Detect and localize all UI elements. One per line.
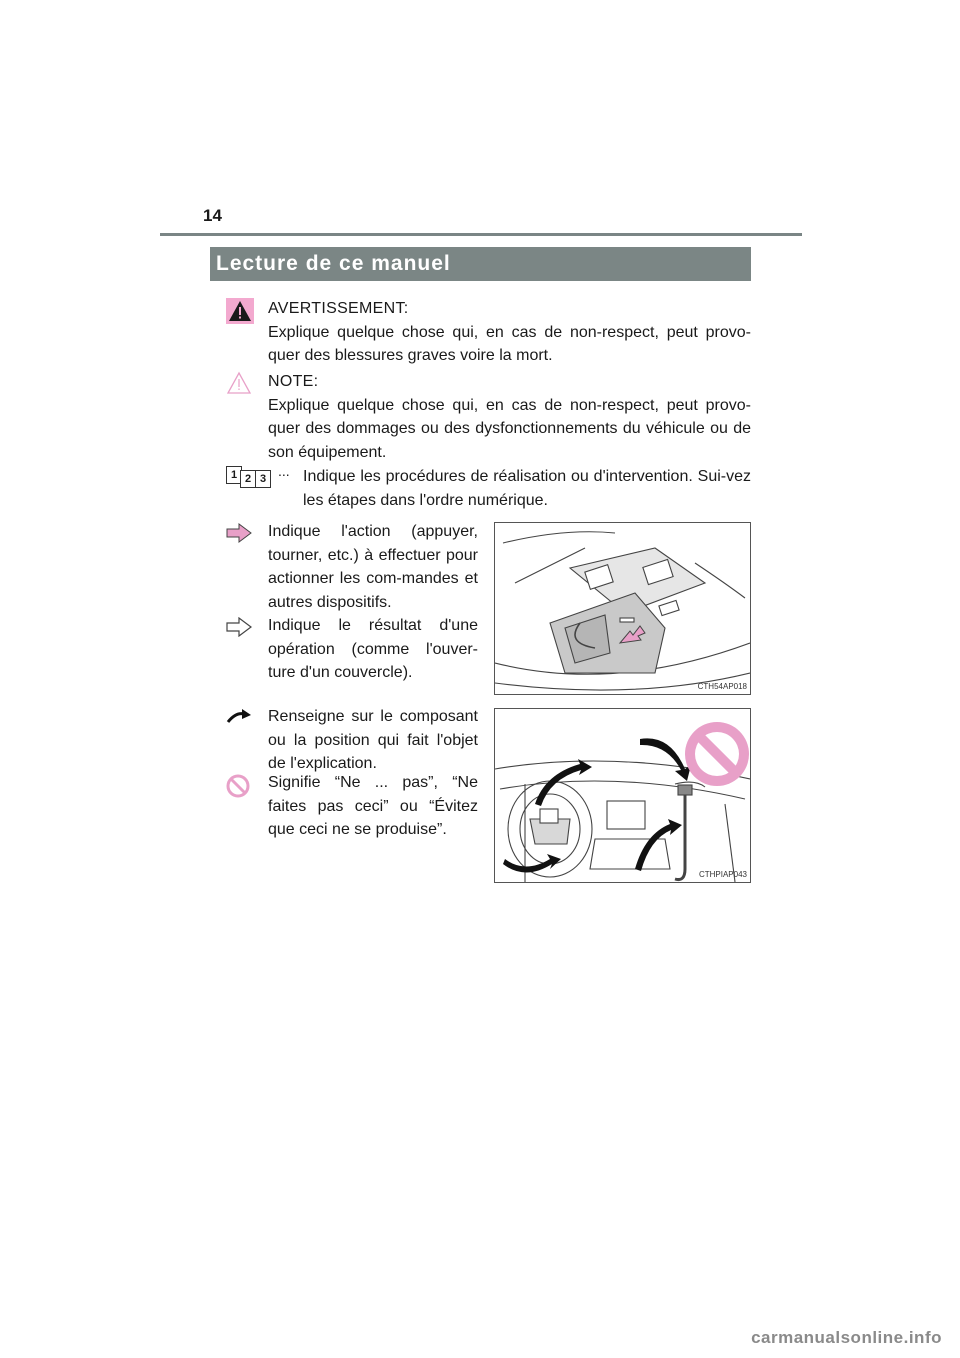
dashboard-drawing bbox=[495, 709, 750, 882]
step-number-3: 3 bbox=[255, 470, 271, 488]
component-arrow-text: Renseigne sur le composant ou la position qui fait l'objet de l'explication. bbox=[268, 708, 478, 772]
dashboard-illustration bbox=[494, 708, 751, 883]
caution-triangle-icon bbox=[226, 371, 252, 395]
dashboard-figure-code: CTHPIAP043 bbox=[698, 870, 747, 879]
step-number-2: 2 bbox=[240, 470, 256, 488]
steps-text: Indique les procédures de réalisation ou d'intervention. Sui-vez les étapes dans l'ordre numérique. bbox=[303, 468, 751, 509]
action-arrow-text: Indique l'action (appuyer, tourner, etc.) à effectuer pour actionner les com-mandes et autres dispositifs. bbox=[268, 523, 478, 611]
console-illustration bbox=[494, 522, 751, 695]
note-text: Explique quelque chose qui, en cas de non-respect, peut provo-quer des dommages ou des dysfonctionnements du véhicule ou de son équipement. bbox=[268, 396, 751, 461]
top-rule bbox=[160, 233, 802, 236]
page-number: 14 bbox=[203, 206, 222, 225]
action-arrow-icon bbox=[226, 523, 252, 543]
result-arrow-icon bbox=[226, 617, 252, 637]
warning-label: AVERTISSEMENT: bbox=[268, 300, 409, 317]
warning-text: Explique quelque chose qui, en cas de non-respect, peut provo-quer des blessures graves voire la mort. bbox=[268, 323, 751, 364]
component-arrow-icon bbox=[226, 708, 252, 724]
result-arrow-text: Indique le résultat d'une opération (comme l'ouver-ture d'un couvercle). bbox=[268, 617, 478, 681]
section-header: Lecture de ce manuel bbox=[210, 247, 751, 281]
watermark: carmanualsonline.info bbox=[751, 1328, 942, 1347]
prohibition-text: Signifie “Ne ... pas”, “Ne faites pas ceci” ou “Évitez que ceci ne se produise”. bbox=[268, 774, 478, 838]
prohibition-icon bbox=[226, 774, 250, 798]
step-number-1: 1 bbox=[226, 466, 242, 484]
note-label: NOTE: bbox=[268, 373, 319, 390]
note-entry bbox=[268, 370, 751, 464]
warning-triangle-icon bbox=[226, 298, 254, 324]
console-figure-code: CTH54AP018 bbox=[697, 682, 747, 691]
step-dots: ... bbox=[278, 463, 290, 479]
warning-entry bbox=[268, 297, 751, 368]
overhead-console-drawing bbox=[495, 523, 750, 694]
step-numbers-icon bbox=[226, 466, 276, 490]
